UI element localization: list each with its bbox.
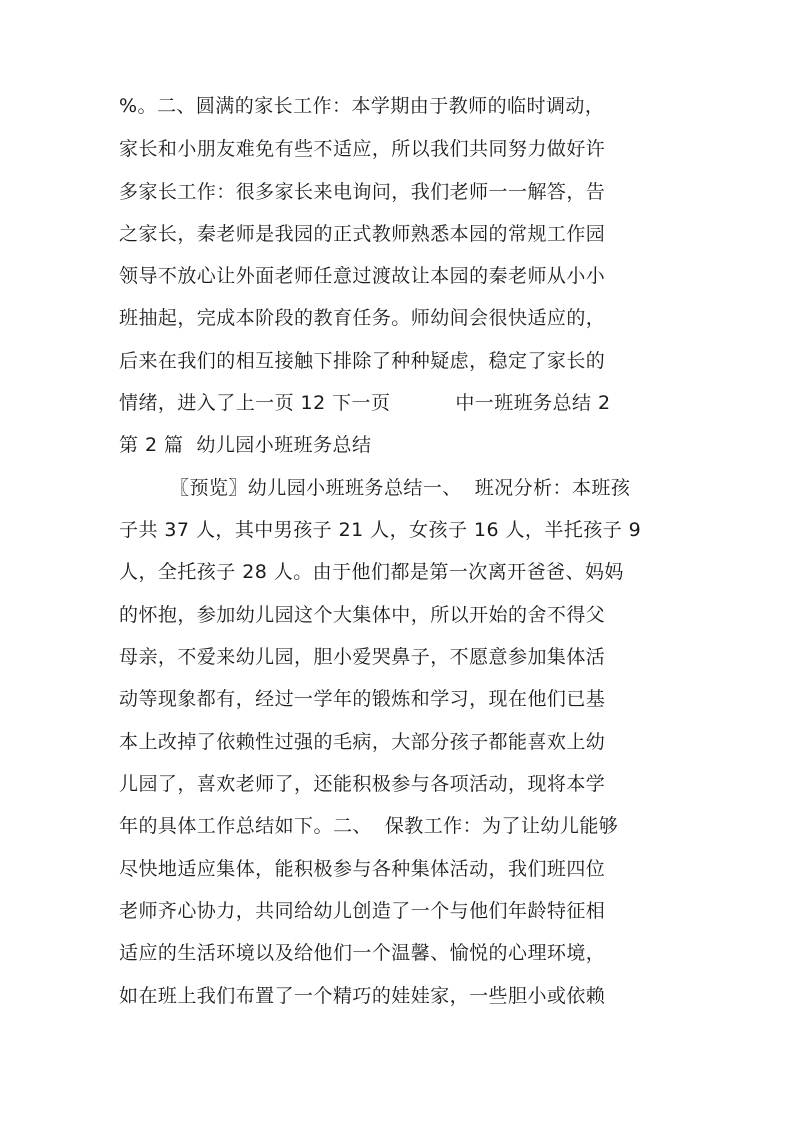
paragraph-first-line: 〖预览〗幼儿园小班班务总结一、 班况分析：本班孩 [170, 477, 631, 499]
text-line: 母亲，不爱来幼儿园，胆小爱哭鼻子，不愿意参加集体活 [119, 646, 606, 668]
text-line: 儿园了，喜欢老师了，还能积极参与各项活动，现将本学 [119, 773, 606, 795]
text-line: 领导不放心让外面老师任意过渡故让本园的秦老师从小小 [119, 265, 606, 287]
text-line: 情绪，进入了上一页 12 下一页 中一班班务总结 2 [119, 392, 611, 414]
text-line: 如在班上我们布置了一个精巧的娃娃家，一些胆小或依赖 [119, 985, 606, 1007]
text-line: 老师齐心协力，共同给幼儿创造了一个与他们年龄特征相 [119, 900, 606, 922]
text-line: 子共 37 人，其中男孩子 21 人，女孩子 16 人，半托孩子 9 [119, 519, 642, 541]
text-line: 班抽起，完成本阶段的教育任务。师幼间会很快适应的， [119, 307, 606, 329]
text-line: 本上改掉了依赖性过强的毛病，大部分孩子都能喜欢上幼 [119, 731, 606, 753]
text-line: 动等现象都有，经过一学年的锻炼和学习，现在他们已基 [119, 688, 606, 710]
text-line: 多家长工作：很多家长来电询问，我们老师一一解答，告 [119, 181, 606, 203]
text-line: 之家长，秦老师是我园的正式教师熟悉本园的常规工作园 [119, 223, 606, 245]
section-heading: 第 2 篇 幼儿园小班班务总结 [119, 434, 372, 456]
text-line: %。二、圆满的家长工作：本学期由于教师的临时调动， [119, 95, 605, 117]
text-line: 尽快地适应集体，能积极参与各种集体活动，我们班四位 [119, 858, 606, 880]
text-line: 适应的生活环境以及给他们一个温馨、愉悦的心理环境， [119, 942, 606, 964]
text-line: 后来在我们的相互接触下排除了种种疑虑，稳定了家长的 [119, 350, 606, 372]
text-line: 年的具体工作总结如下。二、 保教工作：为了让幼儿能够 [119, 815, 619, 837]
text-line: 的怀抱，参加幼儿园这个大集体中，所以开始的舍不得父 [119, 604, 606, 626]
text-line: 家长和小朋友难免有些不适应，所以我们共同努力做好许 [119, 138, 606, 160]
text-line: 人，全托孩子 28 人。由于他们都是第一次离开爸爸、妈妈 [119, 561, 624, 583]
